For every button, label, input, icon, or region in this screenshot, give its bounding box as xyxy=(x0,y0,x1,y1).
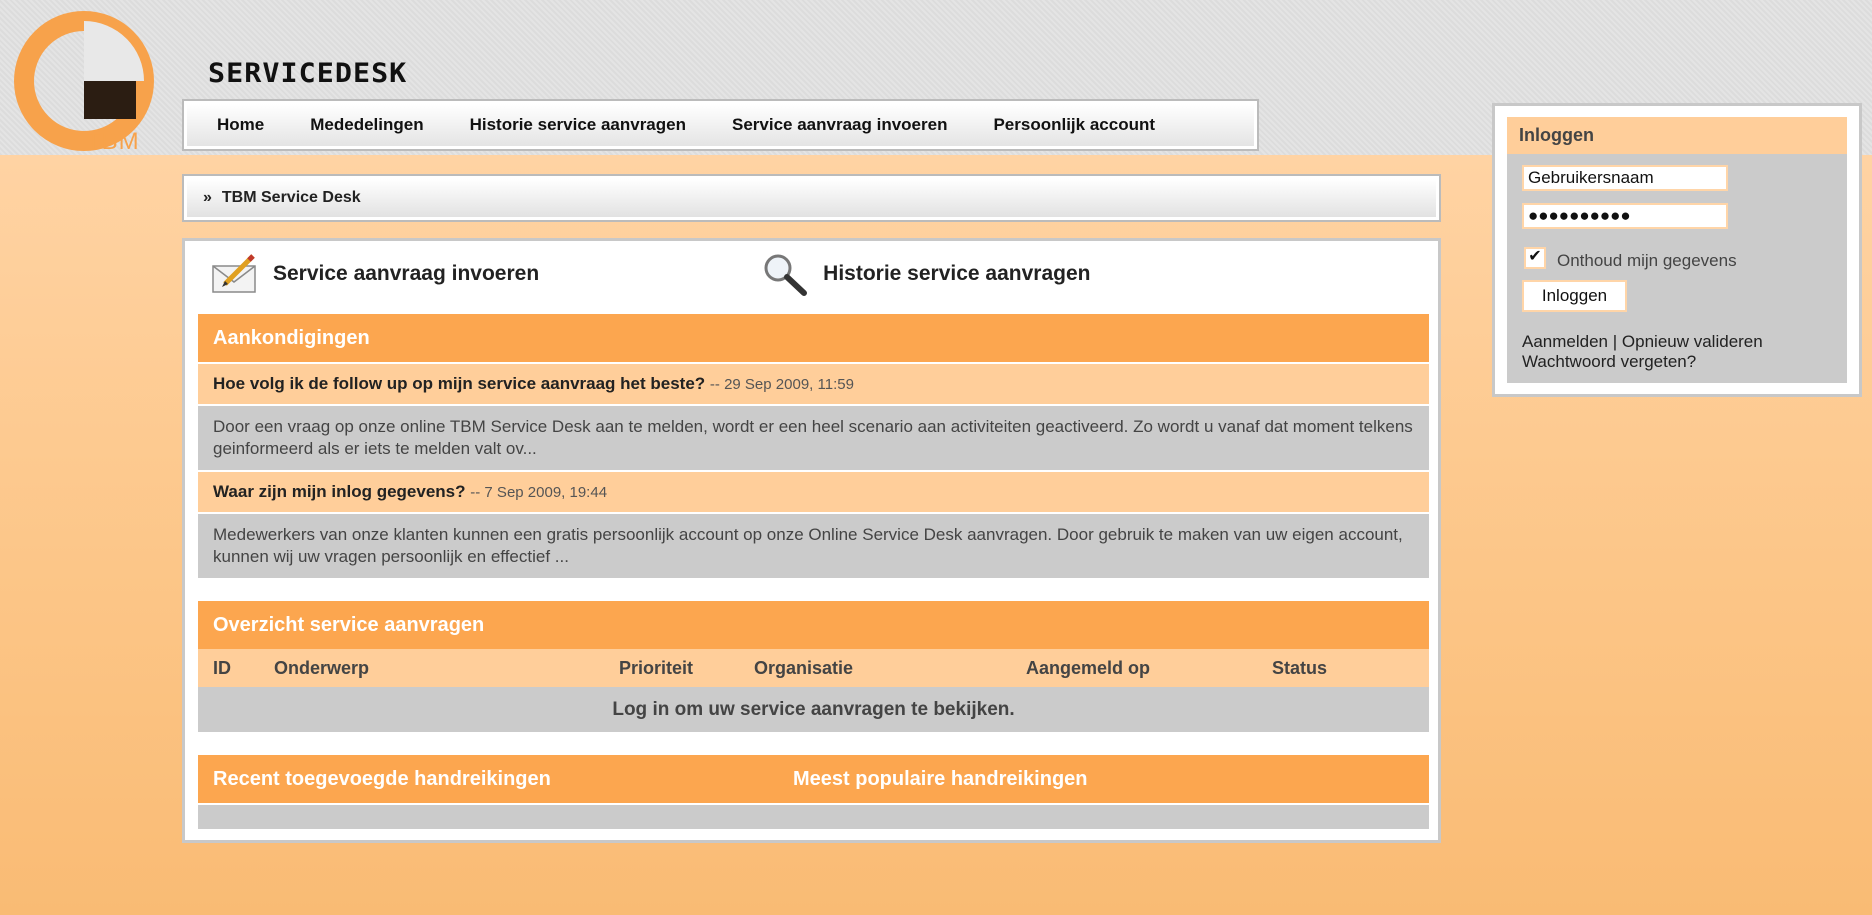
password-input[interactable] xyxy=(1522,203,1728,229)
col-organisatie[interactable]: Organisatie xyxy=(754,658,854,678)
announcement-title-row xyxy=(198,470,1429,512)
recent-handreikingen-title: Recent toegevoegde handreikingen xyxy=(213,768,551,790)
breadcrumb xyxy=(182,174,1441,222)
col-aangemeld-op[interactable]: Aangemeld op xyxy=(1026,658,1151,678)
envelope-pencil-icon xyxy=(211,252,259,296)
quicklink-history-label: Historie service aanvragen xyxy=(823,262,1091,285)
servicedesk-title: SERVICEDESK xyxy=(208,58,408,89)
announcements-title: Aankondigingen xyxy=(198,314,1429,362)
nav-persoonlijk-account[interactable]: Persoonlijk account xyxy=(993,115,1156,134)
announcements-section xyxy=(198,314,1429,578)
announcement-title-row xyxy=(198,362,1429,404)
overview-title: Overzicht service aanvragen xyxy=(198,601,1429,649)
quicklink-new-request-label: Service aanvraag invoeren xyxy=(273,262,540,285)
announcement-date: -- 29 Sep 2009, 11:59 xyxy=(709,376,854,393)
login-box xyxy=(1492,103,1862,397)
col-id[interactable]: ID xyxy=(213,658,231,678)
link-separator: | xyxy=(1612,332,1618,351)
col-onderwerp[interactable]: Onderwerp xyxy=(274,658,370,678)
overview-section xyxy=(198,601,1429,732)
popular-handreikingen-title: Meest populaire handreikingen xyxy=(793,768,1088,790)
col-status[interactable]: Status xyxy=(1272,658,1328,678)
remember-checkbox[interactable] xyxy=(1524,247,1546,269)
logo-text: TBM xyxy=(86,128,140,155)
announcement-link[interactable]: Hoe volg ik de follow up op mijn service aanvraag het beste? xyxy=(213,374,706,393)
handreikingen-list xyxy=(198,803,1429,829)
overview-empty-message: Log in om uw service aanvragen te bekijken. xyxy=(198,687,1429,732)
nav-service-invoeren[interactable]: Service aanvraag invoeren xyxy=(732,115,948,134)
announcement-body: Medewerkers van onze klanten kunnen een gratis persoonlijk account op onze Online Service Desk aanvragen. Door gebruik te maken van uw eigen account, kunnen wij uw vragen persoonlijk en effectief ... xyxy=(198,512,1429,578)
revalidate-link[interactable]: Opnieuw valideren xyxy=(1621,332,1763,351)
main-nav xyxy=(182,99,1259,151)
nav-home[interactable]: Home xyxy=(217,115,265,134)
announcement-body: Door een vraag op onze online TBM Service Desk aan te melden, wordt er een heel scenario aan activiteiten geactiveerd. Zo wordt u vanaf dat moment telkens geinformeerd als er iets te melden valt ov... xyxy=(198,404,1429,470)
username-input[interactable] xyxy=(1522,165,1728,191)
login-button[interactable]: Inloggen xyxy=(1522,280,1627,312)
magnifier-icon xyxy=(761,251,809,297)
announcement-date: -- 7 Sep 2009, 19:44 xyxy=(470,484,608,501)
tbm-logo[interactable] xyxy=(6,6,166,156)
handreikingen-header xyxy=(198,755,1429,803)
quicklinks xyxy=(211,251,1090,297)
quicklink-history[interactable] xyxy=(761,251,1090,297)
announcement-link[interactable]: Waar zijn mijn inlog gegevens? xyxy=(213,482,466,501)
checkmark-icon: ✔ xyxy=(1528,248,1542,265)
remember-label: Onthoud mijn gegevens xyxy=(1557,251,1737,270)
quicklink-new-request[interactable] xyxy=(211,252,539,296)
breadcrumb-current[interactable]: TBM Service Desk xyxy=(221,189,361,206)
login-title: Inloggen xyxy=(1507,117,1847,154)
nav-mededelingen[interactable]: Mededelingen xyxy=(310,115,424,134)
main-panel xyxy=(182,238,1441,843)
nav-historie[interactable]: Historie service aanvragen xyxy=(469,115,686,134)
breadcrumb-separator: » xyxy=(203,189,212,206)
register-link[interactable]: Aanmelden xyxy=(1522,332,1609,351)
col-prioriteit[interactable]: Prioriteit xyxy=(619,658,694,678)
forgot-password-link[interactable]: Wachtwoord vergeten? xyxy=(1522,352,1697,371)
handreikingen-section xyxy=(198,755,1429,829)
overview-table-header xyxy=(198,649,1429,687)
login-links xyxy=(1522,332,1763,372)
